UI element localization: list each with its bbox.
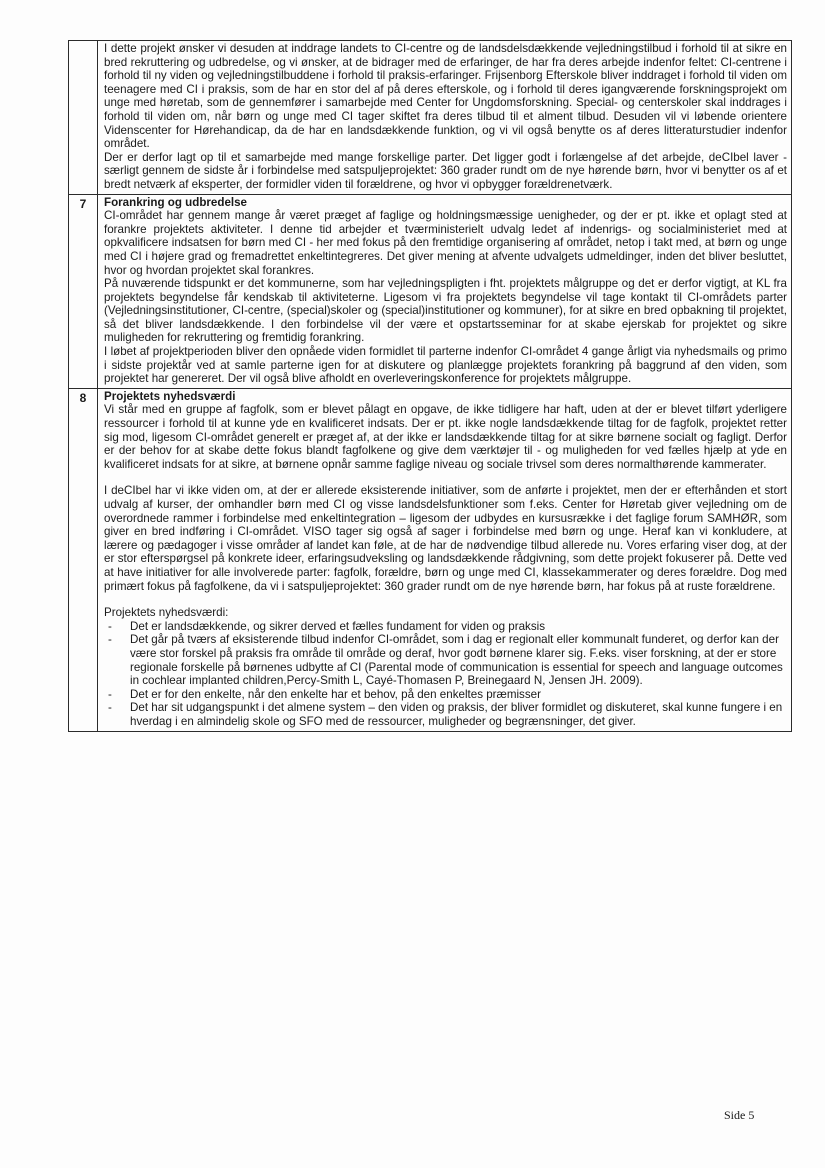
paragraph-spacer — [104, 471, 787, 484]
continued-section-cell — [98, 41, 792, 195]
list-item: - Det går på tværs af eksisterende tilbud indenfor CI-området, som i dag er regionalt eller kommunalt funderet, og derfor kan der være stor forskel på praksis fra område til område og deraf, hvor godt børnene klarer sig. F.eks. viser forskning, at der er store regionale forskelle på børnenes udbytte af CI (Parental mode of communication is essential for speech and language outcomes in cochlear implanted children,Percy-Smith L, Cayé-Thomasen P, Breinegaard N, Jensen JH. 2009). — [130, 633, 787, 687]
list-item: - Det er for den enkelte, når den enkelte har et behov, på den enkeltes præmisser — [130, 688, 787, 702]
application-form-table — [68, 40, 792, 732]
paragraph: CI-området har gennem mange år været præget af faglige og holdningsmæssige uenigheder, og der er pt. ikke et oplagt sted at forankre projektets aktiviteter. I denne tid arbejder et tværministerielt udvalg ledet af indenrigs- og socialministeriet med at opkvalificere indsatsen for børn med CI - her med fokus på den fremtidige organisering af området, netop i takt med, at børn og unge med CI i højere grad og fremadrettet enkeltintegreres. Det giver mening at afvente udvalgets udmeldinger, inden det bliver besluttet, hvor og hvordan projektet skal forankres. — [104, 209, 787, 277]
table-row — [69, 388, 792, 731]
paragraph: I dette projekt ønsker vi desuden at inddrage landets to CI-centre og de landsdelsdækkende vejledningstilbud i forhold til at sikre en bred rekruttering og udbredelse, og vi ønsker, at de bidrager med de erfaringer, de har fra deres arbejde indenfor feltet: CI-centrene i forhold til ny viden og vejledningstilbuddene i forhold til praksis-erfaringer. Frijsenborg Efterskole bliver inddraget i forhold til viden om teenagere med CI i praksis, som de har en stor del af på deres efterskole, og i forhold til deres igangværende forskningsprojekt om unge med høretab, som de gennemfører i samarbejde med Center for Ungdomsforskning. Special- og centerskoler skal inddrages i forhold til viden om, når børn og unge med CI tager skiftet fra deres tilbud til et alment tilbud. Desuden vil vi løbende orientere Videnscenter for Hørehandicap, da de har en landsdækkende funktion, og vi vil også benytte os af deres litteraturstudier indenfor området. — [104, 42, 787, 151]
section-title: Forankring og udbredelse — [104, 195, 248, 209]
list-item: - Det har sit udgangspunkt i det almene system – den viden og praksis, der bliver formidlet og diskuteret, skal kunne fungere i en hverdag i en almindelig skole og SFO med de ressourcer, muligheder og begrænsninger, det giver. — [130, 701, 787, 728]
paragraph: I løbet af projektperioden bliver den opnåede viden formidlet til parterne indenfor CI-området 4 gange årligt via nyhedsmails og primo i sidste projektår ved at samle parterne igen for at diskutere og planlægge projektets forankring på baggrund af den viden, som projektet har genereret. Der vil også blive afholdt en overleveringskonference for projektets målgruppe. — [104, 345, 787, 386]
list-item: - Det er landsdækkende, og sikrer derved et fælles fundament for viden og praksis — [130, 620, 787, 634]
table-row — [69, 194, 792, 388]
table-row — [69, 41, 792, 195]
section-8-cell — [98, 388, 792, 731]
novelty-list — [104, 620, 787, 729]
section-title: Projektets nyhedsværdi — [104, 389, 236, 403]
row-number: 8 — [69, 388, 98, 731]
row-number: 7 — [69, 194, 98, 388]
paragraph: På nuværende tidspunkt er det kommunerne, som har vejledningspligten i fht. projektets målgruppe og det er derfor vigtigt, at KL fra projektets begyndelse får kendskab til aktiviteterne. Ligesom vi fra projektets begyndelse vil tage kontakt til CI-områdets parter (Vejledningsinstitutioner, CI-centre, (special)skoler og (special)institutioner og kommuner), for at sikre en bred opbakning til projektet, så det bliver landsdækkende. I den forbindelse vil der være et opstartsseminar for at skabe ejerskab for projektet og sikre muligheden for rekruttering og fremtidig forankring. — [104, 277, 787, 345]
list-intro: Projektets nyhedsværdi: — [104, 606, 229, 620]
page-number: Side 5 — [724, 1108, 755, 1122]
row-number-cell — [69, 41, 98, 195]
paragraph: I deCIbel har vi ikke viden om, at der er allerede eksisterende initiativer, som de anførte i projektet, men der er efterhånden et stort udvalg af kurser, der omhandler børn med CI og visse landsdelsfunktioner som f.eks. Center for Høretab giver vejledning om de overordnede rammer i forbindelse med enkeltintegration – ligesom der udbydes en kursusrække i det faglige forum SAMHØR, som giver en bred indføring i CI-området. VISO tager sig også af sager i forbindelse med børn og unge. Heraf kan vi konkludere, at lærere og pædagoger i visse områder af landet kan føle, at de har de nødvendige tilbud allerede nu. Vores erfaring viser dog, at der er stor efterspørgsel på konkrete ideer, erfaringsudveksling og landsdækkende rådgivning, som dette projekt fokuserer på. Dette ved at have initiativer for alle involverede parter: fagfolk, forældre, børn og unge med CI, klassekammerater og deres forældre. Dog med primært fokus på fagfolkene, da vi i satspuljeprojektet: 360 grader rundt om de nye hørende børn, har fokus på at ruste forældrene. — [104, 484, 787, 593]
section-7-cell — [98, 194, 792, 388]
paragraph: Vi står med en gruppe af fagfolk, som er blevet pålagt en opgave, de ikke tidligere har haft, uden at der er blevet tilført yderligere ressourcer i forhold til at kunne yde en kvalificeret indsats. Der er pt. ikke nogle landsdækkende tiltag for de fagfolk, projektet retter sig mod, ligesom CI-området generelt er præget af, at der ikke er landsdækkende tiltag for at sikre børnene socialt og fagligt. Derfor er der behov for at skabe dette fokus blandt fagfolkene og give dem værktøjer til - og muligheden for ved fælles hjælp at yde en kvalificeret indsats for at sikre, at børnene opnår samme faglige niveau og sociale trivsel som deres normalthørende kammerater. — [104, 403, 787, 471]
paragraph: Der er derfor lagt op til et samarbejde med mange forskellige parter. Det ligger godt i forlængelse af det arbejde, deCIbel laver - særligt gennem de sidste år i forbindelse med satspuljeprojektet: 360 grader rundt om de nye hørende børn, hvor vi benytter os af et bredt netværk af eksperter, der formidler viden til forældrene, og hvor vi opbygger forældrenetværk. — [104, 150, 787, 191]
paragraph-spacer — [104, 593, 787, 606]
